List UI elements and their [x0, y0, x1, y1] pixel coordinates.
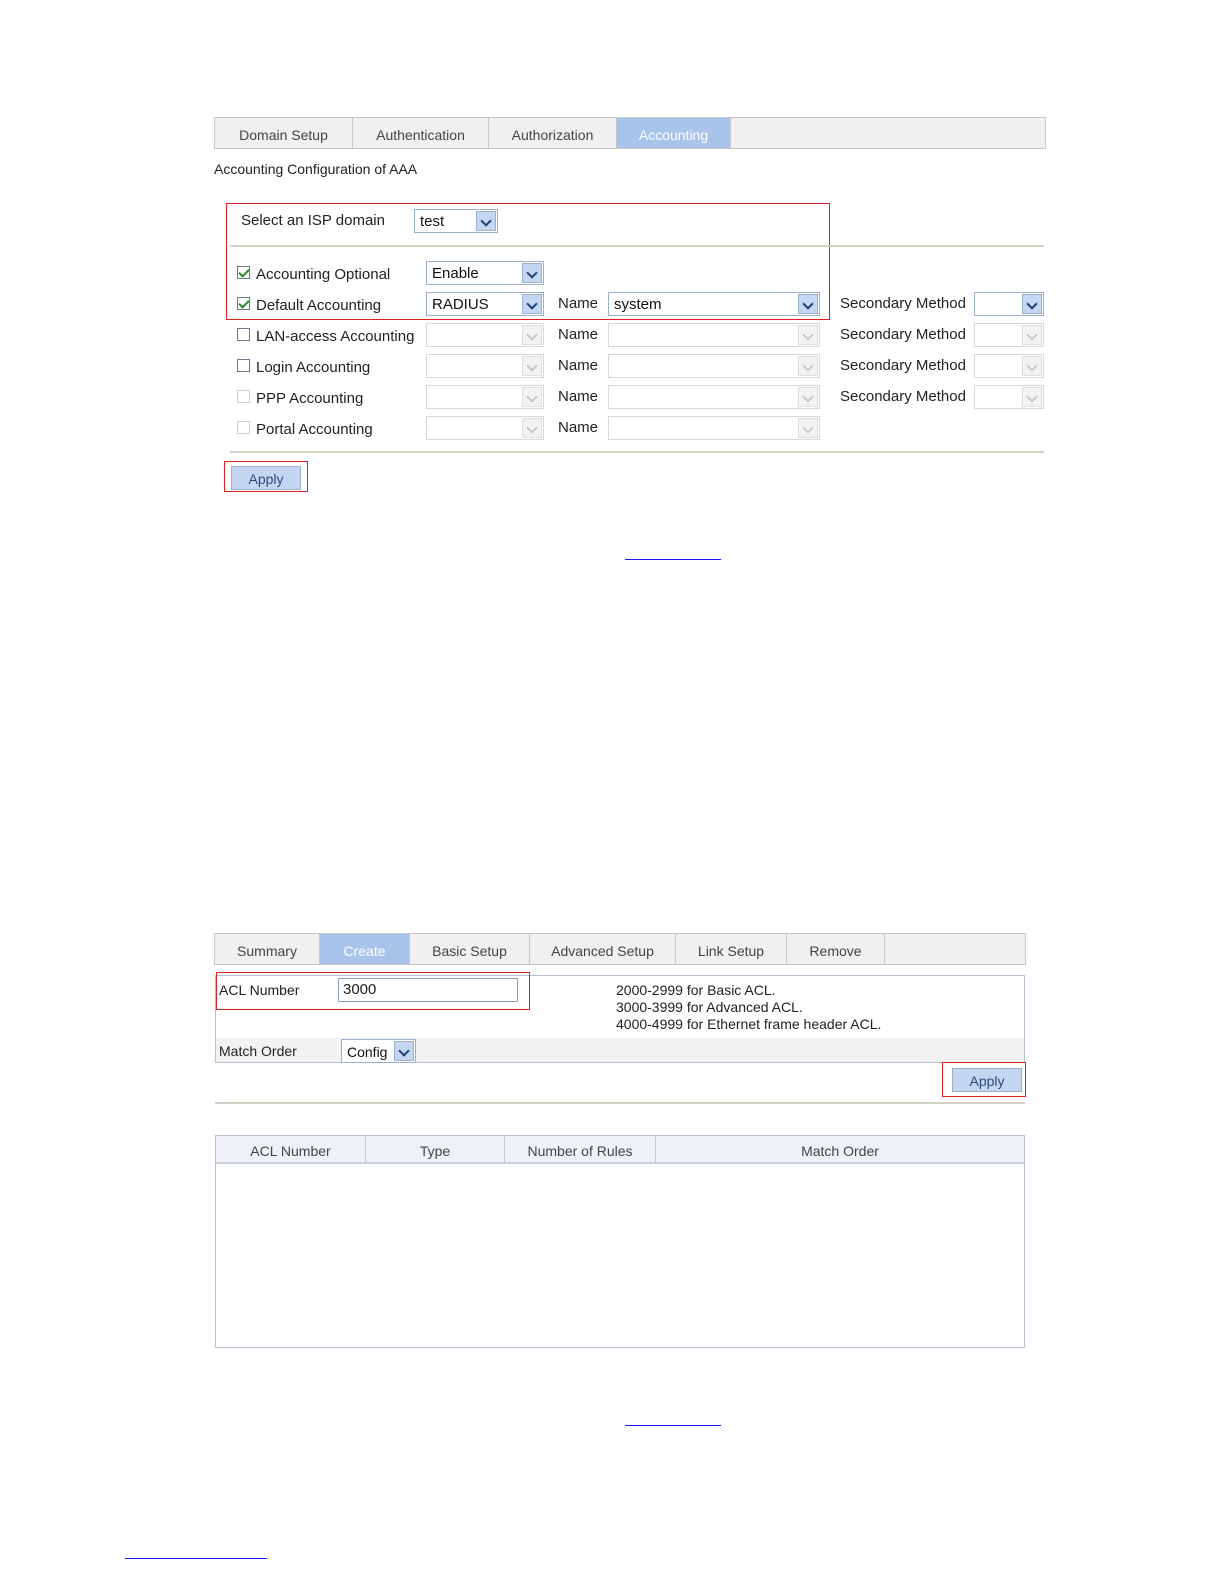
default-accounting-method-select[interactable]	[426, 292, 544, 316]
accounting-optional-value: Enable	[432, 265, 479, 282]
portal-name-label: Name	[558, 419, 599, 436]
acl-number-value: 3000	[343, 981, 377, 998]
chevron-down-icon	[798, 356, 818, 376]
tab-domain-setup[interactable]: Domain Setup	[215, 118, 353, 148]
ppp-name-label: Name	[558, 388, 599, 405]
ppp-accounting-checkbox[interactable]	[237, 390, 250, 403]
default-accounting-label: Default Accounting	[256, 297, 382, 314]
chevron-down-icon	[798, 294, 818, 314]
chevron-down-icon	[1022, 325, 1042, 345]
acl-number-label: ACL Number	[219, 982, 300, 998]
column-header-acl-number[interactable]: ACL Number	[216, 1136, 366, 1162]
aaa-tab-bar	[214, 117, 1046, 149]
chevron-down-icon	[522, 263, 542, 283]
chevron-down-icon	[522, 294, 542, 314]
login-accounting-label: Login Accounting	[256, 359, 371, 376]
match-order-value: Config	[347, 1044, 388, 1060]
default-accounting-method-value: RADIUS	[432, 296, 489, 313]
portal-method-select[interactable]	[426, 416, 544, 440]
login-method-select[interactable]	[426, 354, 544, 378]
ppp-secondary-select[interactable]	[974, 385, 1044, 409]
footnote-rule	[125, 1558, 267, 1559]
acl-hint-ethernet: 4000-4999 for Ethernet frame header ACL.	[616, 1016, 882, 1032]
column-header-match-order[interactable]: Match Order	[801, 1143, 879, 1159]
lan-access-accounting-label: LAN-access Accounting	[256, 328, 415, 345]
tab-accounting[interactable]: Accounting	[617, 118, 731, 148]
login-secondary-label: Secondary Method	[840, 357, 966, 374]
chevron-down-icon	[522, 387, 542, 407]
lan-access-name-select[interactable]	[608, 323, 820, 347]
divider	[230, 451, 1044, 453]
login-accounting-checkbox[interactable]	[237, 359, 250, 372]
acl-tab-bar	[214, 933, 1026, 965]
default-accounting-name-label: Name	[558, 295, 599, 312]
default-accounting-secondary-select[interactable]	[974, 292, 1044, 316]
acl-number-input[interactable]	[338, 978, 518, 1002]
default-accounting-checkbox[interactable]	[237, 297, 250, 310]
chevron-down-icon	[798, 418, 818, 438]
ppp-secondary-label: Secondary Method	[840, 388, 966, 405]
acl-hint-basic: 2000-2999 for Basic ACL.	[616, 982, 776, 998]
chevron-down-icon	[476, 211, 496, 231]
acl-table	[215, 1135, 1025, 1348]
chevron-down-icon	[1022, 356, 1042, 376]
portal-accounting-checkbox[interactable]	[237, 421, 250, 434]
tab-summary[interactable]: Summary	[215, 934, 320, 964]
isp-domain-select[interactable]	[414, 209, 498, 233]
section-title: Accounting Configuration of AAA	[214, 161, 418, 177]
acl-table-header	[216, 1136, 1024, 1164]
default-accounting-secondary-label: Secondary Method	[840, 295, 966, 312]
tab-advanced-setup[interactable]: Advanced Setup	[530, 934, 676, 964]
acl-apply-button[interactable]: Apply	[952, 1068, 1022, 1092]
default-accounting-name-select[interactable]	[608, 292, 820, 316]
lan-access-name-label: Name	[558, 326, 599, 343]
chevron-down-icon	[798, 325, 818, 345]
column-header-number-of-rules[interactable]: Number of Rules	[505, 1136, 656, 1162]
chevron-down-icon	[522, 356, 542, 376]
ppp-method-select[interactable]	[426, 385, 544, 409]
login-name-select[interactable]	[608, 354, 820, 378]
lan-access-secondary-select[interactable]	[974, 323, 1044, 347]
tab-link-setup[interactable]: Link Setup	[676, 934, 787, 964]
accounting-optional-checkbox[interactable]	[237, 266, 250, 279]
acl-hint-advanced: 3000-3999 for Advanced ACL.	[616, 999, 803, 1015]
chevron-down-icon	[798, 387, 818, 407]
chevron-down-icon	[1022, 294, 1042, 314]
tab-authentication[interactable]: Authentication	[353, 118, 489, 148]
login-secondary-select[interactable]	[974, 354, 1044, 378]
accounting-optional-select[interactable]	[426, 261, 544, 285]
chevron-down-icon	[1022, 387, 1042, 407]
figure-link-underline[interactable]	[625, 1425, 721, 1426]
apply-button[interactable]: Apply	[231, 466, 301, 490]
ppp-accounting-label: PPP Accounting	[256, 390, 364, 407]
isp-domain-label: Select an ISP domain	[241, 212, 385, 229]
tab-remove[interactable]: Remove	[787, 934, 885, 964]
chevron-down-icon	[522, 325, 542, 345]
login-name-label: Name	[558, 357, 599, 374]
match-order-label: Match Order	[219, 1043, 297, 1059]
isp-domain-value: test	[420, 213, 445, 230]
match-order-select[interactable]	[341, 1039, 416, 1063]
lan-access-method-select[interactable]	[426, 323, 544, 347]
default-accounting-name-value: system	[614, 296, 662, 313]
match-order-row-bg	[216, 1038, 1024, 1062]
tab-basic-setup[interactable]: Basic Setup	[410, 934, 530, 964]
divider	[230, 245, 1044, 247]
accounting-optional-label: Accounting Optional	[256, 266, 391, 283]
ppp-name-select[interactable]	[608, 385, 820, 409]
portal-accounting-label: Portal Accounting	[256, 421, 373, 438]
chevron-down-icon	[522, 418, 542, 438]
lan-access-secondary-label: Secondary Method	[840, 326, 966, 343]
chevron-down-icon	[394, 1041, 414, 1061]
portal-name-select[interactable]	[608, 416, 820, 440]
lan-access-accounting-checkbox[interactable]	[237, 328, 250, 341]
tab-authorization[interactable]: Authorization	[489, 118, 617, 148]
column-header-type[interactable]: Type	[366, 1136, 505, 1162]
figure-link-underline[interactable]	[625, 559, 721, 560]
tab-create[interactable]: Create	[320, 934, 410, 964]
divider	[215, 1102, 1025, 1104]
